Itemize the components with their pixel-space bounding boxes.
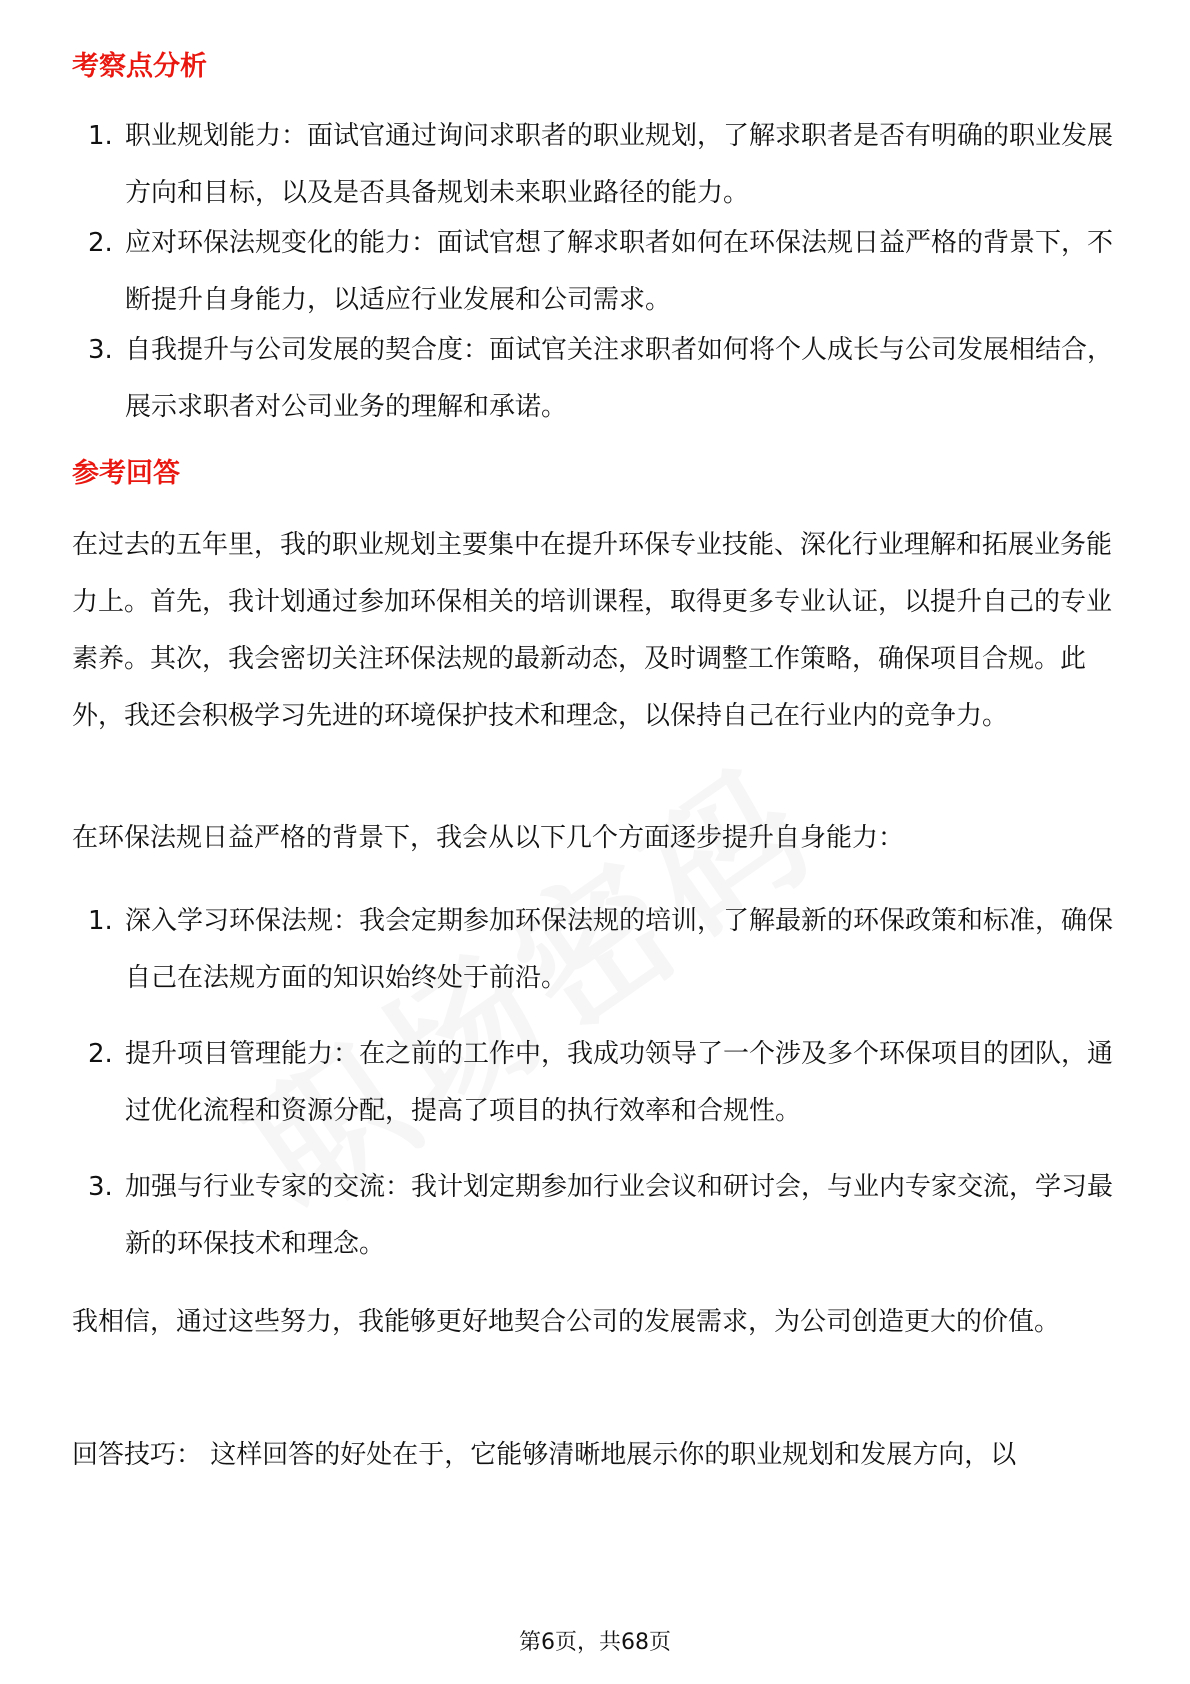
answer-tips-paragraph: 回答技巧： 这样回答的好处在于，它能够清晰地展示你的职业规划和发展方向，以 xyxy=(72,1440,1017,1470)
list-item-text: 职业规划能力：面试官通过询问求职者的职业规划，了解求职者是否有明确的职业发展方向和目标，以及是否具备规划未来职业路径的能力。 xyxy=(125,121,1114,208)
section-heading-answer: 参考回答 xyxy=(72,458,180,489)
answer-item-1 xyxy=(88,893,1128,1007)
list-number: 1. xyxy=(88,121,113,151)
list-number: 2. xyxy=(88,228,113,258)
list-number: 2. xyxy=(88,1039,113,1069)
answer-item-3 xyxy=(88,1159,1128,1273)
analysis-item-3 xyxy=(88,322,1128,436)
page-number-footer: 第6页，共68页 xyxy=(519,1630,671,1655)
list-item-text: 深入学习环保法规：我会定期参加环保法规的培训，了解最新的环保政策和标准，确保自己在法规方面的知识始终处于前沿。 xyxy=(125,906,1114,993)
list-item-text: 提升项目管理能力：在之前的工作中，我成功领导了一个涉及多个环保项目的团队，通过优化流程和资源分配，提高了项目的执行效率和合规性。 xyxy=(125,1039,1114,1126)
list-number: 3. xyxy=(88,1172,113,1202)
list-number: 1. xyxy=(88,906,113,936)
analysis-item-2 xyxy=(88,215,1128,329)
list-item-text: 加强与行业专家的交流：我计划定期参加行业会议和研讨会，与业内专家交流，学习最新的环保技术和理念。 xyxy=(125,1172,1114,1259)
section-heading-analysis: 考察点分析 xyxy=(72,51,207,82)
list-item-text: 应对环保法规变化的能力：面试官想了解求职者如何在环保法规日益严格的背景下，不断提升自身能力，以适应行业发展和公司需求。 xyxy=(125,228,1114,315)
list-number: 3. xyxy=(88,335,113,365)
analysis-item-1 xyxy=(88,108,1128,222)
answer-item-2 xyxy=(88,1026,1128,1140)
answer-paragraph-1: 在过去的五年里，我的职业规划主要集中在提升环保专业技能、深化行业理解和拓展业务能力上。首先，我计划通过参加环保相关的培训课程，取得更多专业认证，以提升自己的专业素养。其次，我会密切关注环保法规的最新动态，及时调整工作策略，确保项目合规。此外，我还会积极学习先进的环境保护技术和理念，以保持自己在行业内的竞争力。 xyxy=(72,530,1113,731)
list-item-text: 自我提升与公司发展的契合度：面试官关注求职者如何将个人成长与公司发展相结合，展示求职者对公司业务的理解和承诺。 xyxy=(125,335,1114,422)
answer-paragraph-3: 我相信，通过这些努力，我能够更好地契合公司的发展需求，为公司创造更大的价值。 xyxy=(72,1307,1061,1337)
answer-paragraph-2: 在环保法规日益严格的背景下，我会从以下几个方面逐步提升自身能力： xyxy=(72,823,905,853)
